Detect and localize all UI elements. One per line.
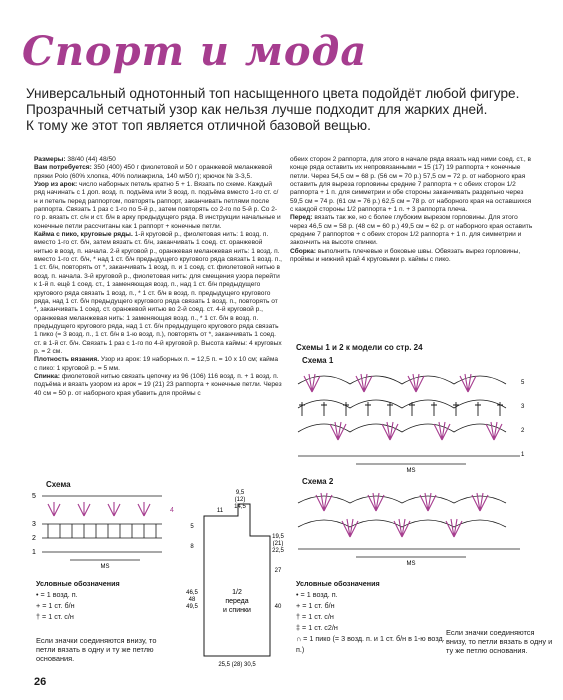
- page-number: 26: [34, 676, 47, 688]
- legend-symbol: †: [36, 612, 40, 621]
- intro-line: Универсальный однотонный топ насыщенного цвета подойдёт любой фигуре.: [26, 86, 520, 101]
- back-label: Спинка:: [34, 372, 60, 380]
- intro-line: К тому же этот топ является отличной базовой вещью.: [26, 118, 371, 133]
- legend-title: Условные обозначения: [296, 579, 380, 588]
- row-num: 3: [32, 521, 36, 528]
- dim-right: (21): [272, 541, 284, 547]
- picot-label: Кайма с пико, круговые ряды.: [34, 231, 133, 239]
- schemes-heading: Схемы 1 и 2 к модели со стр. 24: [296, 343, 423, 352]
- materials-text: 350 (400) 450 г фиолетовой и 50 г оранжевой меланжевой пряжи Polo (60% хлопка, 40% полиакрила, 140 м/50 г); крючок № 3-3,5.: [34, 164, 273, 180]
- legend-text: = 1 ст. с/н: [42, 612, 74, 621]
- back-text: фиолетовой нитью связать цепочку из 96 (106) 116 возд. п. + 1 возд. п. подъёма и вязать узором из арок = 19 (21) 23 раппорта + конечные петли. Через 40 см = 50 р. от наборного края убавить для проймы с: [34, 372, 282, 397]
- page-title: Спорт и мода: [22, 28, 368, 75]
- assembly-text: выполнить плечевые и боковые швы. Обвязать вырез горловины, проймы и нижний край 4 круговыми р. каймы с пико.: [290, 247, 521, 264]
- legend-text: = 1 возд. п.: [300, 590, 338, 599]
- legend-left: [36, 578, 176, 622]
- pattern-outline: [204, 504, 270, 656]
- legend-note-right: Если значки соединяются внизу, то петли вязать в одну и ту же петлю основания.: [446, 628, 553, 655]
- ms-label: MS: [406, 561, 416, 567]
- scheme1-stitches: [299, 402, 503, 416]
- piece-label: переда: [225, 598, 249, 605]
- legend-text: = 1 ст. б/н: [42, 601, 75, 610]
- pattern-label: Узор из арок:: [34, 181, 78, 189]
- dim-right: 22,5: [272, 548, 284, 554]
- row-num: 3: [521, 404, 525, 410]
- piece-label: и спинки: [223, 607, 251, 614]
- legend-symbol: +: [36, 601, 41, 610]
- schema-left-picots: [48, 502, 150, 516]
- legend-text: = 1 ст. б/н: [302, 601, 335, 610]
- front-label: Перед:: [290, 214, 313, 222]
- dim-top: (12): [234, 497, 246, 503]
- legend-text: = 1 ст. с/н: [302, 612, 334, 621]
- front-text: вязать так же, но с более глубоким вырезом горловины. Для этого через 46,5 см = 58 р. (48 см = 60 р.) 49,5 см = 62 р. от наборного края оставить средние 7 раппортов + с обеих сторон 1/2 раппорта + 1 п. для симметрии и закончить на высоте спинки.: [290, 214, 533, 247]
- row-num: 1: [521, 452, 525, 458]
- row-num: 4: [170, 507, 174, 514]
- legend-note-left: Если значки соединяются внизу, то петли вязать в одну и ту же петлю основания.: [36, 636, 157, 663]
- legend-text: = 1 ст. с2/н: [302, 623, 338, 632]
- density-label: Плотность вязания.: [34, 356, 100, 364]
- instructions-left: [34, 156, 282, 398]
- row-num: 5: [521, 380, 525, 386]
- dim-width: 11: [216, 508, 224, 514]
- dim-left: 48: [188, 597, 196, 603]
- dim-left: 46,5: [186, 590, 198, 596]
- density-text: Узор из арок: 19 наборных п. = 12,5 п. = 10 х 10 см; кайма с пико: 1 круговой р. = 5 мм.: [34, 356, 279, 372]
- legend-title: Условные обозначения: [36, 579, 120, 588]
- dim-right: 40: [274, 604, 282, 610]
- row-num: 1: [32, 549, 36, 556]
- intro-text: [26, 86, 556, 134]
- sizes-value: 38/40 (44) 48/50: [67, 156, 116, 163]
- ms-label: MS: [100, 564, 110, 570]
- dim-top: 9,5: [235, 490, 245, 496]
- dim-right: 27: [274, 568, 282, 574]
- legend-symbol: •: [296, 590, 299, 599]
- dim-left: 49,5: [186, 604, 198, 610]
- row-num: 5: [32, 493, 36, 500]
- dim-height: 5: [190, 524, 194, 530]
- picot-text: 1-й круговой р., фиолетовая нить: 1 возд. п. вместо 1-го ст. б/н, затем вязать ст. б/н, заканчивать 1 соед. ст. оранжевой нитью в возд. п. начала. 2-й круговой р., оранжевая меланжевая нить: 1 возд. п. вместо 1-го ст. б/н, * над 1 ст. б/н предыдущего кругового ряда связать 1 возд. п., 1 ст. б/н, повторять от *, заканчивать 1 возд. п. и 1 соед. ст. фиолетовой нитью в возд. п. начала. 3-й круговой р., фиолетовая нить: для смещения узора перейти к 1-й п. ещё 1 соед. ст., 1 заменяющая возд. п., над 1 ст. б/н предыдущего кругового ряда связать 1 возд. п., * 1 ст. б/н в возд. п. предыдущего кругового ряда, над 1 ст. б/н предыдущего кругового ряда связать 1 возд. п., повторять от *, заканчивать 1 соед. ст. оранжевой нитью во 2-й соед. ст. 4-й круговой р., оранжевая меланжевая нить: 1 заменяющая возд. п., * 1 ст. б/н в возд. п. предыдущего кругового ряда, над 1 ст. б/н предыдущего кругового ряда связать 1 пико (= 3 возд. п., 1 ст. б/н в 1-ю возд. п.), повторять от *, заканчивать 1 соед. ст. в 1-й ст. б/н. Связать 1 раз с 1-го по 4-й круговой р. Высота каймы: 4 круговых р. = 2 см.: [34, 231, 282, 355]
- continuation-text: обеих сторон 2 раппорта, для этого в начале ряда вязать над ними соед. ст., в конце ряда оставить их непровязанными = 15 (17) 19 раппорта + конечные петли. Через 54,5 см = 68 р. (56 см = 70 р.) 57,5 см = 72 р. от наборного края оставить для выреза горловины средние 7 раппорта + с обеих сторон 1/2 раппорта + 1 п. для симметрии и обе стороны заканчивать раздельно через 59,5 см = 74 р. (61 см = 76 р.) 62,5 см = 78 р. от наборного края на оставшихся с каждой стороны 1/2 раппорта + 1 п. + 3 раппорта плеча.: [290, 156, 532, 214]
- legend-symbol: +: [296, 601, 301, 610]
- scheme1-diagram: [294, 364, 530, 472]
- legend-symbol: ∩: [296, 634, 302, 643]
- instructions-right: [290, 156, 535, 264]
- legend-symbol: ‡: [296, 623, 300, 632]
- dim-height: 8: [190, 544, 194, 550]
- ms-label: MS: [406, 468, 416, 472]
- row-num: 2: [32, 535, 36, 542]
- intro-line: Прозрачный сетчатый узор как нельзя лучше подходит для жарких дней.: [26, 102, 488, 117]
- scheme1-arches: [298, 376, 520, 456]
- pattern-text: число наборных петель кратно 5 + 1. Вязать по схеме. Каждый ряд начинать с 1 доп. возд. п. подъёма или 3 возд. п. подъёма вместо 1-го ст. с/н и петель перед раппортом, повторять раппорт, заканчивать петлями после раппорта. Связать 1 раз с 1-го по 5-й р., затем повторять со 2-го по 5-й р. Со 2-го р. вязать ст. с/н и ст. б/н в арку предыдущего ряда. В инструкции начальные и конечные петли рассчитаны как 1 раппорт + конечные петли.: [34, 181, 281, 230]
- row-num: 2: [521, 428, 525, 434]
- scheme2-title: Схема 2: [302, 477, 334, 486]
- materials-label: Вам потребуется:: [34, 164, 92, 172]
- legend-symbol: †: [296, 612, 300, 621]
- scheme1-title: Схема 1: [302, 356, 334, 365]
- legend-text: = 1 возд. п.: [40, 590, 78, 599]
- dim-bottom: 25,5 (28) 30,5: [218, 662, 256, 668]
- legend-symbol: •: [36, 590, 39, 599]
- piece-label: 1/2: [232, 589, 242, 596]
- sizes-label: Размеры:: [34, 156, 66, 163]
- assembly-label: Сборка:: [290, 247, 316, 255]
- schema-left-title: Схема: [46, 480, 71, 489]
- legend-text: = 1 пико (= 3 возд. п. и 1 ст. б/н в 1-ю возд. п.): [296, 634, 445, 654]
- legend-right: [296, 578, 446, 655]
- dim-right: 19,5: [272, 534, 284, 540]
- schema-left-diagram: [30, 488, 180, 572]
- scheme2-diagram: [294, 487, 530, 567]
- garment-pattern: [180, 486, 288, 672]
- dim-top: 14,5: [234, 504, 246, 510]
